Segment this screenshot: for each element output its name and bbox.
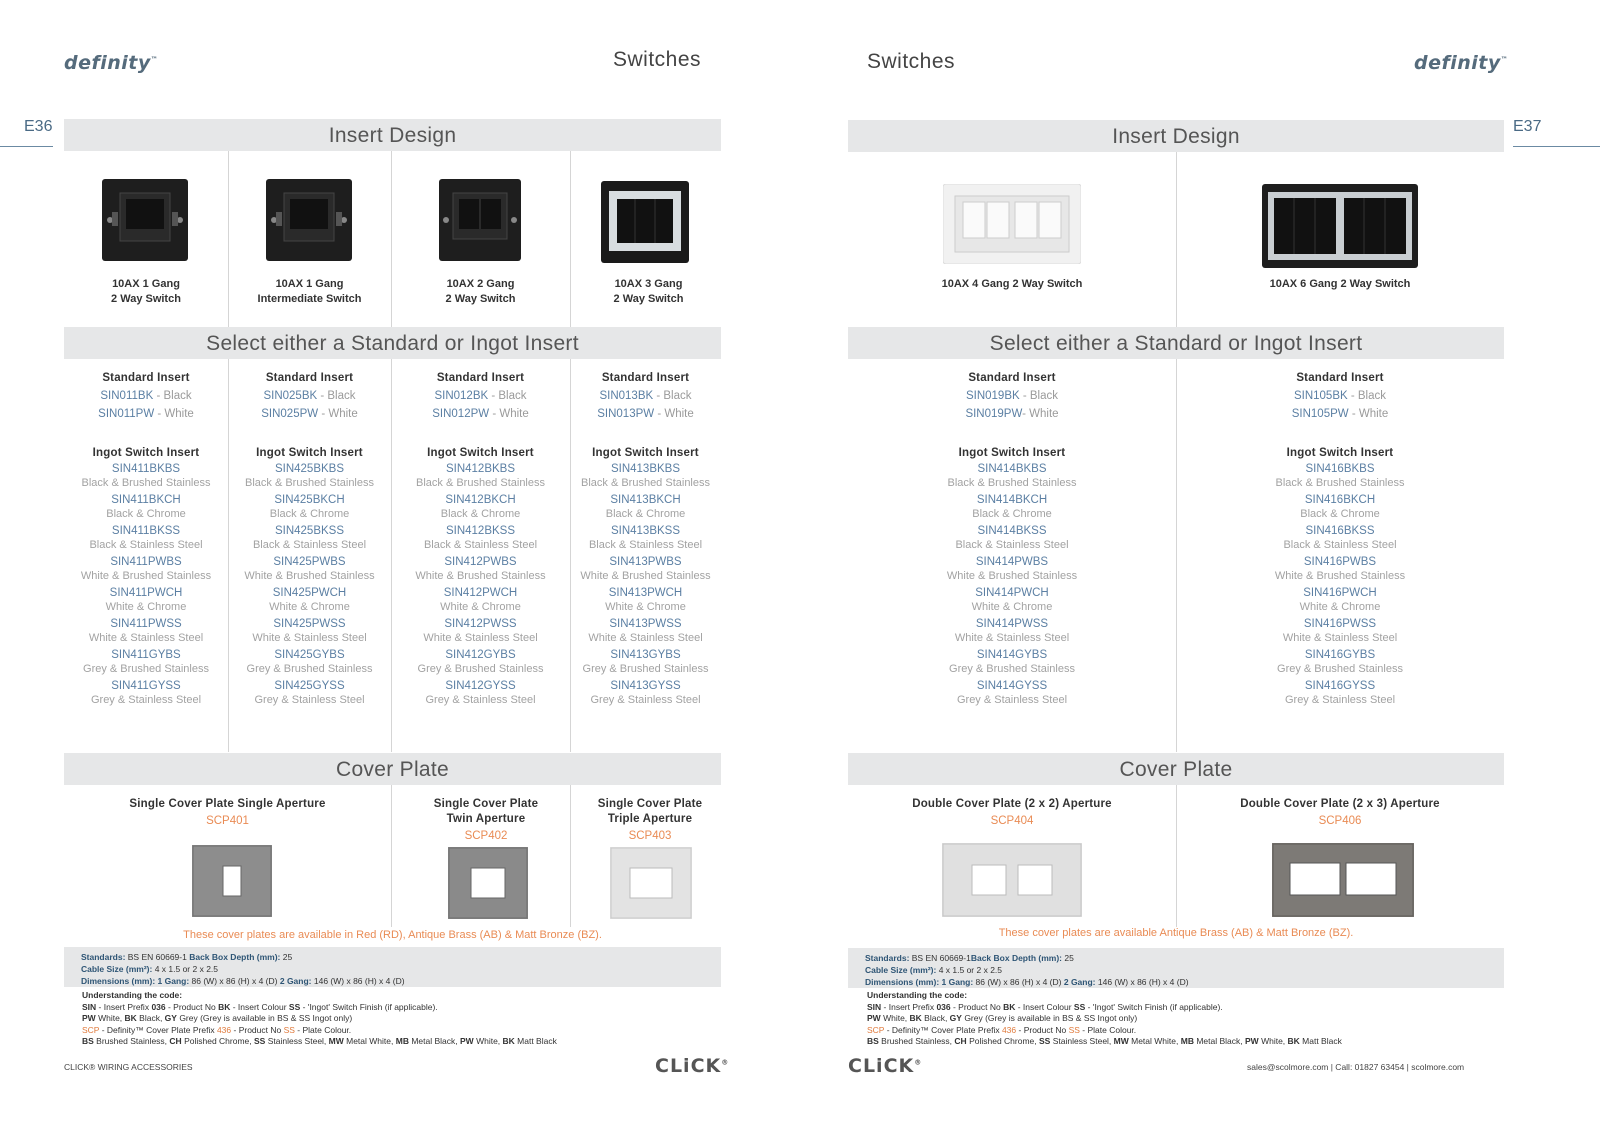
- ingot-insert-item: [391, 555, 570, 586]
- ingot-insert-item: [848, 462, 1176, 493]
- ingot-code: SIN414PWCH: [975, 587, 1049, 599]
- insert-column: [570, 369, 721, 710]
- definity-logo: definity™: [64, 52, 159, 74]
- cover-plate-band: Cover Plate: [848, 753, 1504, 785]
- ingot-insert-item: [391, 648, 570, 679]
- standard-insert-item: SIN105PW - White: [1291, 408, 1389, 420]
- ingot-description: Black & Chrome: [605, 508, 686, 520]
- ingot-insert-item: [228, 679, 391, 710]
- ingot-description: White & Chrome: [105, 601, 187, 613]
- click-logo: CLiCK®: [655, 1055, 730, 1077]
- ingot-insert-item: [64, 462, 228, 493]
- page-number-rule: [1513, 146, 1600, 147]
- insert-column: [228, 369, 391, 710]
- ingot-insert-item: [391, 524, 570, 555]
- product-caption: 10AX 6 Gang 2 Way Switch: [1269, 278, 1411, 290]
- ingot-insert-item: [848, 586, 1176, 617]
- ingot-insert-item: [1176, 586, 1504, 617]
- ingot-insert-item: [570, 679, 721, 710]
- ingot-code: SIN412PWCH: [443, 587, 518, 599]
- ingot-code: SIN413BKCH: [610, 494, 681, 506]
- ingot-description: Grey & Stainless Steel: [1284, 694, 1396, 706]
- ingot-code: SIN416GYSS: [1304, 680, 1376, 692]
- code-guide-line: SCP - Definity™ Cover Plate Prefix 436 - Product No SS - Plate Colour.: [82, 1024, 352, 1035]
- ingot-description: Black & Chrome: [106, 508, 186, 520]
- ingot-description: Black & Chrome: [1300, 508, 1380, 520]
- definity-logo: definity™: [1414, 52, 1509, 74]
- ingot-description: Black & Brushed Stainless: [244, 477, 374, 489]
- ingot-description: White & Stainless Steel: [252, 632, 367, 644]
- ingot-code: SIN425BKCH: [274, 494, 345, 506]
- ingot-description: Black & Brushed Stainless: [415, 477, 545, 489]
- ingot-code: SIN413PWCH: [608, 587, 683, 599]
- ingot-insert-item: [391, 586, 570, 617]
- insert-design-band: Insert Design: [848, 120, 1504, 152]
- ingot-description: White & Chrome: [440, 601, 521, 613]
- ingot-code: SIN425BKBS: [274, 463, 345, 475]
- product-caption: 10AX 2 Gang 2 Way Switch: [445, 278, 516, 305]
- standard-insert-item: SIN019BK - Black: [965, 390, 1059, 402]
- ingot-insert-item: [228, 648, 391, 679]
- cover-plate-availability-note: These cover plates are available Antique Brass (AB) & Matt Bronze (BZ).: [998, 927, 1354, 939]
- ingot-description: Black & Stainless Steel: [423, 539, 538, 551]
- ingot-description: Black & Chrome: [440, 508, 521, 520]
- ingot-insert-item: [64, 493, 228, 524]
- ingot-code: SIN412GYSS: [445, 680, 516, 692]
- ingot-code: SIN416PWSS: [1303, 618, 1377, 630]
- code-guide: [82, 990, 722, 1048]
- ingot-code: SIN413BKSS: [610, 525, 681, 537]
- ingot-description: Black & Brushed Stainless: [1275, 477, 1405, 489]
- section-title: Switches: [613, 48, 702, 71]
- section-title: Switches: [867, 50, 956, 73]
- standard-insert-item: SIN011PW - White: [98, 408, 194, 420]
- ingot-insert-item: [391, 462, 570, 493]
- ingot-insert-item: [1176, 679, 1504, 710]
- page-number: E37: [1513, 118, 1542, 135]
- ingot-description: White & Stainless Steel: [423, 632, 538, 644]
- ingot-code: SIN414GYBS: [976, 649, 1048, 661]
- code-guide-line: PW White, BK Black, GY Grey (Grey is available in BS & SS Ingot only): [867, 1013, 1138, 1023]
- switch-6g-2way-image: [1262, 184, 1418, 268]
- ingot-description: Grey & Brushed Stainless: [949, 663, 1075, 675]
- ingot-description: White & Brushed Stainless: [1274, 570, 1406, 582]
- ingot-insert-item: [1176, 555, 1504, 586]
- ingot-description: Grey & Brushed Stainless: [582, 663, 709, 675]
- ingot-code: SIN411GYBS: [111, 649, 181, 661]
- ingot-code: SIN411PWCH: [109, 587, 183, 599]
- ingot-description: White & Stainless Steel: [588, 632, 703, 644]
- ingot-insert-item: [1176, 524, 1504, 555]
- product-caption: 10AX 1 Gang Intermediate Switch: [257, 278, 362, 305]
- ingot-code: SIN416BKSS: [1305, 525, 1375, 537]
- cover-plate-2x3-image: [1272, 843, 1414, 917]
- ingot-code: SIN411BKCH: [111, 494, 181, 506]
- ingot-code: SIN425PWCH: [272, 587, 347, 599]
- ingot-description: Grey & Brushed Stainless: [246, 663, 373, 675]
- ingot-insert-item: [570, 648, 721, 679]
- standard-insert-item: SIN013BK - Black: [599, 390, 692, 402]
- ingot-description: Black & Brushed Stainless: [947, 477, 1077, 489]
- ingot-code: SIN414BKBS: [977, 463, 1047, 475]
- insert-column: [1176, 369, 1504, 710]
- ingot-description: Black & Stainless Steel: [1283, 539, 1397, 551]
- ingot-insert-item: [64, 617, 228, 648]
- ingot-code: SIN413PWSS: [609, 618, 682, 630]
- standards-box: Standards: BS EN 60669-1Back Box Depth (mm): 25 Cable Size (mm²): 4 x 1.5 or 2 x 2.5 Dimensions (mm): 1 Gang: 86 (W) x 86 (H) x 4 (D) 2 Gang: 146 (W) x 86 (H) x 4 (D): [848, 948, 1504, 988]
- cover-plate-scp404: Double Cover Plate (2 x 2) Aperture SCP404: [912, 798, 1112, 827]
- cover-plate-single-image: [192, 845, 272, 917]
- ingot-insert-item: [848, 617, 1176, 648]
- ingot-description: Black & Stainless Steel: [955, 539, 1069, 551]
- code-guide-line: BS Brushed Stainless, CH Polished Chrome, SS Stainless Steel, MW Metal White, MB Metal Black, PW White, BK Matt Black: [867, 1036, 1342, 1046]
- standard-insert-item: SIN011BK - Black: [100, 390, 192, 402]
- ingot-code: SIN414GYSS: [976, 680, 1048, 692]
- ingot-code: SIN413GYBS: [610, 649, 681, 661]
- ingot-code: SIN412PWSS: [444, 618, 517, 630]
- product-caption: 10AX 4 Gang 2 Way Switch: [941, 278, 1083, 290]
- standard-insert-item: SIN012PW - White: [432, 408, 529, 420]
- ingot-insert-header: Ingot Switch Insert: [256, 447, 363, 459]
- standard-insert-header: Standard Insert: [601, 372, 690, 384]
- ingot-insert-item: [228, 462, 391, 493]
- standard-insert-item: SIN012BK - Black: [434, 390, 527, 402]
- ingot-insert-item: [391, 679, 570, 710]
- ingot-description: White & Brushed Stainless: [946, 570, 1078, 582]
- ingot-insert-item: [391, 493, 570, 524]
- code-guide-title: Understanding the code:: [82, 990, 183, 1000]
- ingot-code: SIN412BKBS: [445, 463, 516, 475]
- ingot-code: SIN425PWBS: [273, 556, 346, 568]
- ingot-description: Black & Stainless Steel: [588, 539, 703, 551]
- ingot-code: SIN412BKCH: [445, 494, 516, 506]
- switch-4g-2way-image: [943, 184, 1081, 264]
- ingot-insert-item: [848, 679, 1176, 710]
- switch-1g-intermediate-image: [266, 179, 352, 261]
- insert-column: [64, 369, 228, 710]
- ingot-description: Grey & Stainless Steel: [956, 694, 1068, 706]
- ingot-insert-item: [391, 617, 570, 648]
- product-caption: 10AX 1 Gang 2 Way Switch: [111, 278, 181, 305]
- code-guide-title: Understanding the code:: [867, 990, 968, 1000]
- ingot-insert-header: Ingot Switch Insert: [1286, 447, 1394, 459]
- ingot-insert-item: [848, 555, 1176, 586]
- ingot-description: Grey & Stainless Steel: [425, 694, 536, 706]
- standard-insert-header: Standard Insert: [436, 372, 525, 384]
- ingot-insert-item: [1176, 462, 1504, 493]
- ingot-insert-item: [64, 648, 228, 679]
- ingot-insert-item: [228, 586, 391, 617]
- ingot-code: SIN413PWBS: [609, 556, 682, 568]
- ingot-code: SIN412GYBS: [445, 649, 516, 661]
- ingot-description: Grey & Stainless Steel: [254, 694, 365, 706]
- code-guide-line: SCP - Definity™ Cover Plate Prefix 436 - Product No SS - Plate Colour.: [867, 1024, 1137, 1035]
- ingot-insert-item: [848, 493, 1176, 524]
- ingot-description: Grey & Stainless Steel: [90, 694, 202, 706]
- standard-insert-item: SIN013PW - White: [597, 408, 694, 420]
- ingot-code: SIN414PWBS: [975, 556, 1049, 568]
- ingot-code: SIN425BKSS: [274, 525, 345, 537]
- ingot-description: Black & Brushed Stainless: [580, 477, 710, 489]
- ingot-code: SIN411BKSS: [111, 525, 181, 537]
- footer-text: CLICK® WIRING ACCESSORIES: [64, 1062, 193, 1072]
- cover-plate-triple-image: [610, 847, 692, 919]
- ingot-description: White & Brushed Stainless: [415, 570, 546, 582]
- ingot-insert-item: [848, 524, 1176, 555]
- ingot-insert-item: [64, 524, 228, 555]
- standard-insert-item: SIN025BK - Black: [263, 390, 356, 402]
- code-guide-line: SIN - Insert Prefix 036 - Product No BK - Insert Colour SS - 'Ingot' Switch Finish (if applicable).: [867, 1001, 1223, 1012]
- ingot-description: White & Chrome: [605, 601, 686, 613]
- ingot-description: Grey & Brushed Stainless: [417, 663, 544, 675]
- standard-insert-header: Standard Insert: [265, 372, 354, 384]
- ingot-insert-item: [570, 462, 721, 493]
- standard-insert-header: Standard Insert: [1296, 372, 1384, 384]
- code-guide-line: BS Brushed Stainless, CH Polished Chrome, SS Stainless Steel, MW Metal White, MB Metal Black, PW White, BK Matt Black: [82, 1036, 557, 1046]
- ingot-insert-item: [570, 555, 721, 586]
- footer-contact: sales@scolmore.com | Call: 01827 63454 | scolmore.com: [1247, 1062, 1465, 1072]
- ingot-code: SIN414BKSS: [977, 525, 1047, 537]
- ingot-code: SIN413GYSS: [610, 680, 681, 692]
- ingot-code: SIN414BKCH: [976, 494, 1048, 506]
- ingot-insert-item: [64, 679, 228, 710]
- ingot-description: Grey & Brushed Stainless: [83, 663, 209, 675]
- ingot-code: SIN414PWSS: [975, 618, 1049, 630]
- ingot-code: SIN411PWBS: [110, 556, 182, 568]
- ingot-code: SIN411BKBS: [111, 463, 181, 475]
- cover-plate-availability-note: These cover plates are available in Red (RD), Antique Brass (AB) & Matt Bronze (BZ).: [183, 929, 602, 941]
- ingot-description: Grey & Stainless Steel: [590, 694, 701, 706]
- ingot-insert-item: [228, 555, 391, 586]
- standard-insert-item: SIN019PW- White: [965, 408, 1059, 420]
- ingot-description: Black & Chrome: [972, 508, 1052, 520]
- ingot-insert-item: [228, 493, 391, 524]
- cover-plate-2x2-image: [942, 843, 1082, 917]
- ingot-description: Grey & Brushed Stainless: [1277, 663, 1403, 675]
- code-guide-line: SIN - Insert Prefix 036 - Product No BK - Insert Colour SS - 'Ingot' Switch Finish (if applicable).: [82, 1001, 438, 1012]
- switch-3g-2way-image: [601, 181, 689, 263]
- cover-plate-scp401: Single Cover Plate Single Aperture SCP401: [129, 798, 326, 827]
- ingot-insert-item: [570, 617, 721, 648]
- ingot-description: White & Stainless Steel: [88, 632, 204, 644]
- ingot-insert-item: [1176, 617, 1504, 648]
- ingot-insert-item: [228, 617, 391, 648]
- ingot-insert-header: Ingot Switch Insert: [592, 447, 699, 459]
- ingot-insert-header: Ingot Switch Insert: [92, 447, 200, 459]
- ingot-code: SIN425GYSS: [274, 680, 345, 692]
- ingot-code: SIN412PWBS: [444, 556, 517, 568]
- ingot-insert-header: Ingot Switch Insert: [427, 447, 534, 459]
- cover-plate-scp402: Single Cover Plate Twin Aperture SCP402: [433, 798, 539, 842]
- standard-insert-header: Standard Insert: [102, 372, 190, 384]
- standard-insert-item: SIN105BK - Black: [1293, 390, 1387, 402]
- ingot-code: SIN416PWBS: [1303, 556, 1377, 568]
- ingot-code: SIN411GYSS: [111, 680, 181, 692]
- ingot-description: White & Stainless Steel: [1282, 632, 1398, 644]
- cover-plate-band: Cover Plate: [64, 753, 721, 785]
- ingot-description: White & Chrome: [269, 601, 350, 613]
- ingot-insert-header: Ingot Switch Insert: [958, 447, 1066, 459]
- ingot-code: SIN416GYBS: [1304, 649, 1376, 661]
- page-number-rule: [0, 146, 53, 147]
- ingot-description: White & Chrome: [971, 601, 1053, 613]
- ingot-insert-item: [1176, 493, 1504, 524]
- switch-2g-2way-image: [439, 179, 521, 261]
- code-guide-line: PW White, BK Black, GY Grey (Grey is available in BS & SS Ingot only): [82, 1013, 353, 1023]
- insert-design-band: Insert Design: [64, 119, 721, 151]
- ingot-description: White & Brushed Stainless: [80, 570, 212, 582]
- page-number: E36: [24, 118, 53, 135]
- standard-insert-item: SIN025PW - White: [261, 408, 358, 420]
- select-insert-band: Select either a Standard or Ingot Insert: [848, 327, 1504, 359]
- product-caption: 10AX 3 Gang 2 Way Switch: [613, 278, 684, 305]
- ingot-description: White & Brushed Stainless: [580, 570, 711, 582]
- ingot-description: White & Chrome: [1299, 601, 1381, 613]
- ingot-description: White & Brushed Stainless: [244, 570, 375, 582]
- standards-box: Standards: BS EN 60669-1 Back Box Depth (mm): 25 Cable Size (mm²): 4 x 1.5 or 2 x 2.5 Dimensions (mm): 1 Gang: 86 (W) x 86 (H) x 4 (D) 2 Gang: 146 (W) x 86 (H) x 4 (D): [64, 947, 721, 987]
- ingot-insert-item: [848, 648, 1176, 679]
- ingot-insert-item: [570, 586, 721, 617]
- ingot-description: Black & Stainless Steel: [252, 539, 367, 551]
- ingot-description: Black & Chrome: [269, 508, 350, 520]
- code-guide: [867, 990, 1507, 1048]
- ingot-description: Black & Stainless Steel: [89, 539, 203, 551]
- ingot-insert-item: [64, 586, 228, 617]
- ingot-code: SIN411PWSS: [110, 618, 182, 630]
- ingot-code: SIN416BKBS: [1305, 463, 1375, 475]
- cover-plate-twin-image: [448, 847, 528, 919]
- cover-plate-scp403: Single Cover Plate Triple Aperture SCP403: [597, 798, 703, 842]
- ingot-code: SIN413BKBS: [610, 463, 681, 475]
- right-page: [800, 0, 1600, 1135]
- ingot-insert-item: [570, 493, 721, 524]
- switch-1g-2way-image: [102, 179, 188, 261]
- ingot-code: SIN416BKCH: [1304, 494, 1376, 506]
- ingot-code: SIN412BKSS: [445, 525, 516, 537]
- ingot-insert-item: [228, 524, 391, 555]
- select-insert-band: Select either a Standard or Ingot Insert: [64, 327, 721, 359]
- click-logo: CLiCK®: [848, 1055, 923, 1077]
- ingot-insert-item: [1176, 648, 1504, 679]
- ingot-code: SIN416PWCH: [1303, 587, 1377, 599]
- insert-column: [848, 369, 1176, 710]
- ingot-description: White & Stainless Steel: [954, 632, 1070, 644]
- ingot-insert-item: [64, 555, 228, 586]
- insert-column: [391, 369, 570, 710]
- ingot-description: Black & Brushed Stainless: [81, 477, 211, 489]
- cover-plate-scp406: Double Cover Plate (2 x 3) Aperture SCP406: [1240, 798, 1440, 827]
- ingot-code: SIN425GYBS: [274, 649, 345, 661]
- standard-insert-header: Standard Insert: [968, 372, 1056, 384]
- ingot-code: SIN425PWSS: [273, 618, 346, 630]
- ingot-insert-item: [570, 524, 721, 555]
